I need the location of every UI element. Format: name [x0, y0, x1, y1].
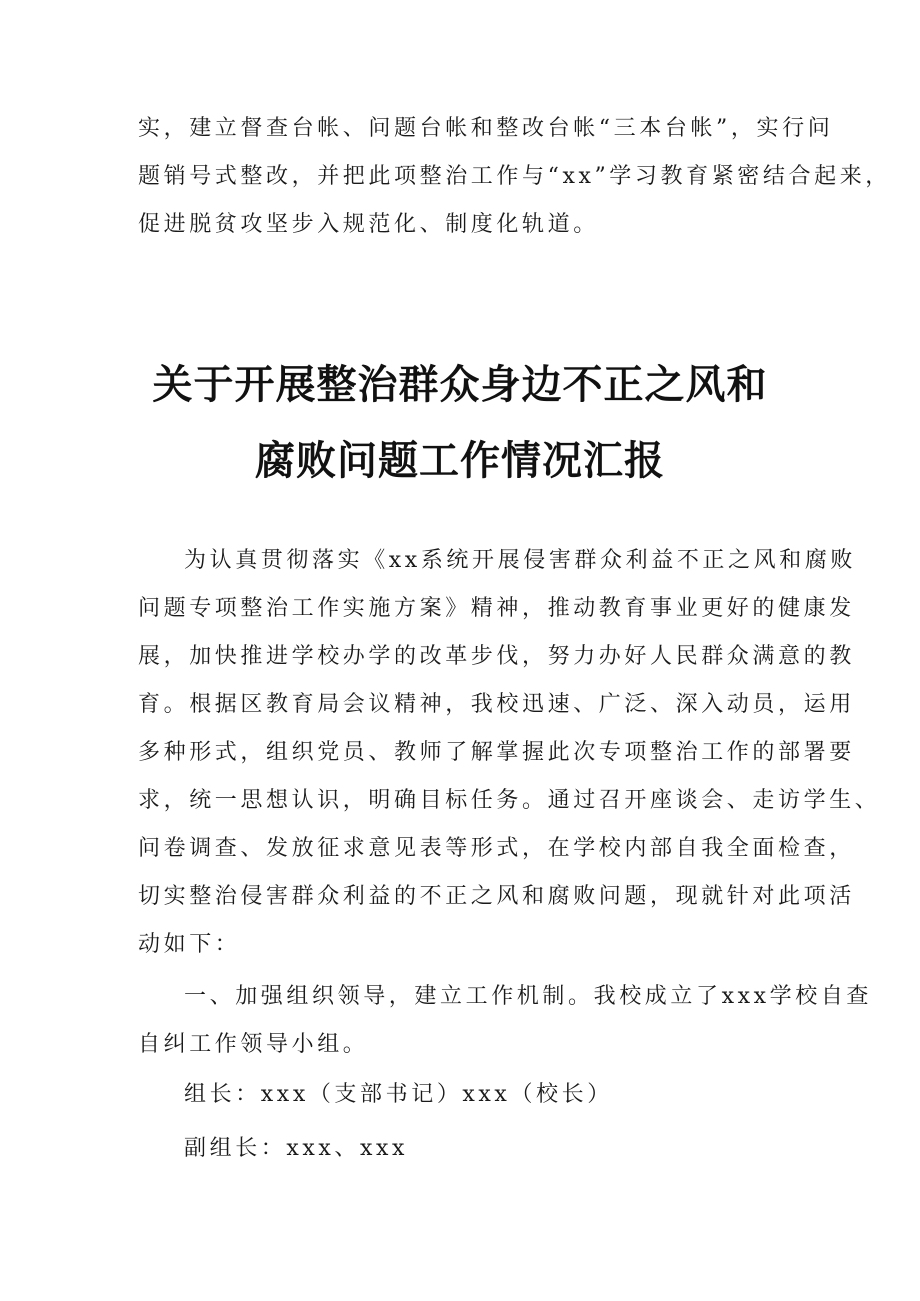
paragraph-line: 自纠工作领导小组。	[138, 1032, 369, 1057]
paragraph-line: 问卷调查、发放征求意见表等形式，在学校内部自我全面检查，	[138, 836, 855, 861]
paragraph-line: 展，加快推进学校办学的改革步伐，努力办好人民群众满意的教	[138, 644, 855, 669]
paragraph-line: 求，统一思想认识，明确目标任务。通过召开座谈会、走访学生、	[138, 788, 881, 813]
paragraph-line: 为认真贯彻落实《xx系统开展侵害群众利益不正之风和腐败	[184, 548, 857, 573]
paragraph-line: 动如下：	[138, 932, 241, 957]
document-title-line-1: 关于开展整治群众身边不正之风和	[152, 362, 768, 408]
deputy-leader-line: 副组长：xxx、xxx	[184, 1136, 409, 1161]
section-heading-line: 一、加强组织领导，建立工作机制。我校成立了xxx学校自查	[184, 984, 873, 1009]
paragraph-line: 问题专项整治工作实施方案》精神，推动教育事业更好的健康发	[138, 596, 855, 621]
paragraph-line: 实，建立督查台帐、问题台帐和整改台帐“三本台帐”，实行问	[138, 116, 834, 141]
paragraph-line: 促进脱贫攻坚步入规范化、制度化轨道。	[138, 212, 599, 237]
paragraph-line: 切实整治侵害群众利益的不正之风和腐败问题，现就针对此项活	[138, 884, 855, 909]
paragraph-line: 多种形式，组织党员、教师了解掌握此次专项整治工作的部署要	[138, 740, 855, 765]
paragraph-line: 题销号式整改，并把此项整治工作与“xx”学习教育紧密结合起来，	[138, 164, 891, 189]
paragraph-line: 育。根据区教育局会议精神，我校迅速、广泛、深入动员，运用	[138, 692, 855, 717]
leader-line: 组长：xxx（支部书记）xxx（校长）	[184, 1082, 613, 1107]
document-title-line-2: 腐败问题工作情况汇报	[255, 438, 665, 484]
